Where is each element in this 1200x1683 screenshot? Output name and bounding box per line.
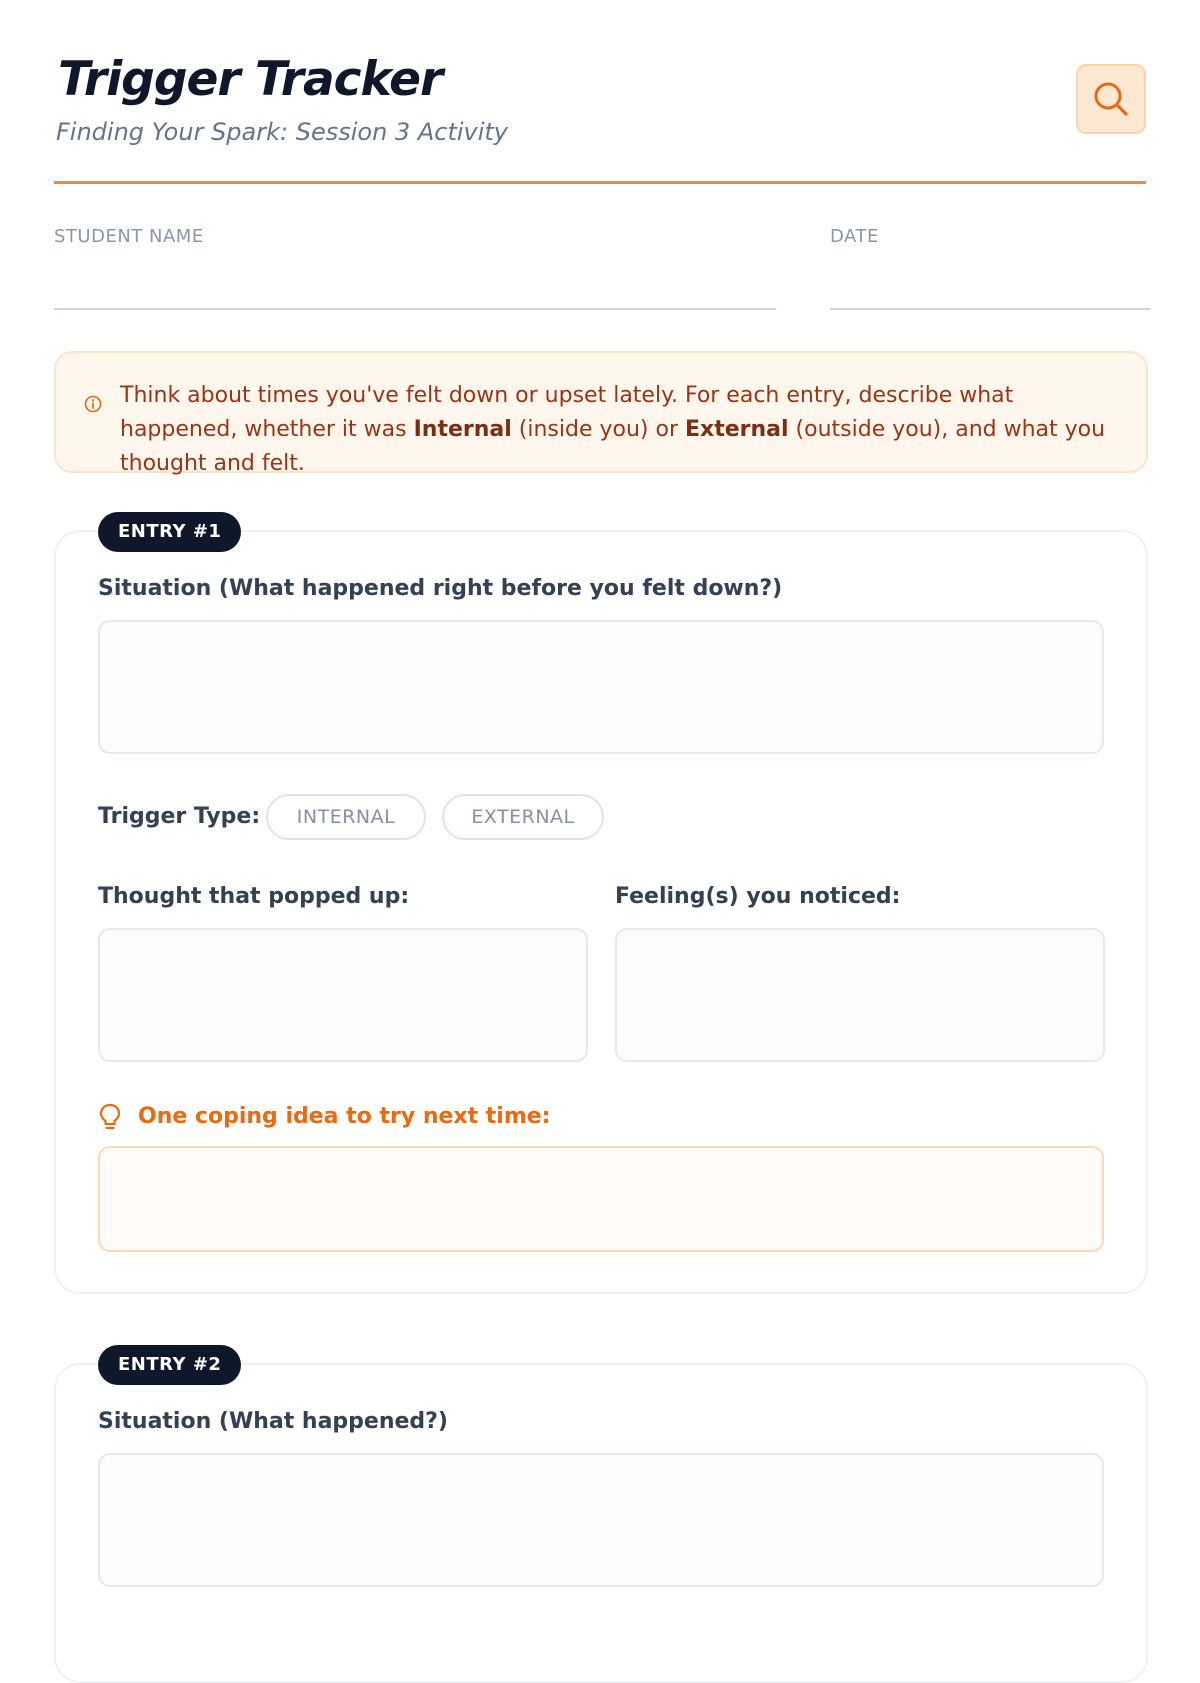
internal-option[interactable]: INTERNAL (266, 794, 426, 840)
external-emphasis: External (685, 417, 789, 442)
instructions-callout (54, 351, 1148, 476)
situation-input[interactable] (98, 620, 1104, 754)
info-icon (84, 395, 102, 413)
internal-emphasis: Internal (413, 417, 512, 442)
entry-card-1 (54, 521, 1148, 1294)
feeling-input[interactable] (615, 928, 1105, 1062)
feeling-label: Feeling(s) you noticed: (615, 884, 901, 909)
entry-card-2 (54, 1354, 1148, 1683)
student-info (54, 184, 1146, 310)
thought-input[interactable] (98, 928, 588, 1062)
search-icon (1092, 80, 1130, 118)
lightbulb-icon (98, 1102, 122, 1132)
external-option[interactable]: EXTERNAL (442, 794, 604, 840)
page-subtitle: Finding Your Spark: Session 3 Activity (56, 118, 509, 146)
trigger-type-label: Trigger Type: (98, 804, 261, 829)
search-button[interactable] (1076, 64, 1146, 134)
student-name-label: STUDENT NAME (54, 226, 204, 247)
page-title: Trigger Tracker (58, 52, 443, 107)
situation-label: Situation (What happened right before you felt down?) (98, 576, 783, 601)
coping-input[interactable] (98, 1146, 1104, 1252)
entry-badge: ENTRY #1 (98, 512, 241, 552)
header (54, 0, 1146, 184)
instructions-text: Think about times you've felt down or upset lately. For each entry, describe what happened, whether it was Internal (inside you) or External (outside you), and what you thought and felt. (120, 383, 1106, 476)
entry-badge: ENTRY #2 (98, 1345, 241, 1385)
situation-input[interactable] (98, 1453, 1104, 1587)
date-field[interactable] (830, 308, 1150, 310)
coping-label: One coping idea to try next time: (138, 1104, 551, 1129)
situation-label: Situation (What happened?) (98, 1409, 448, 1434)
thought-label: Thought that popped up: (98, 884, 410, 909)
date-label: DATE (830, 226, 879, 247)
student-name-field[interactable] (54, 308, 776, 310)
